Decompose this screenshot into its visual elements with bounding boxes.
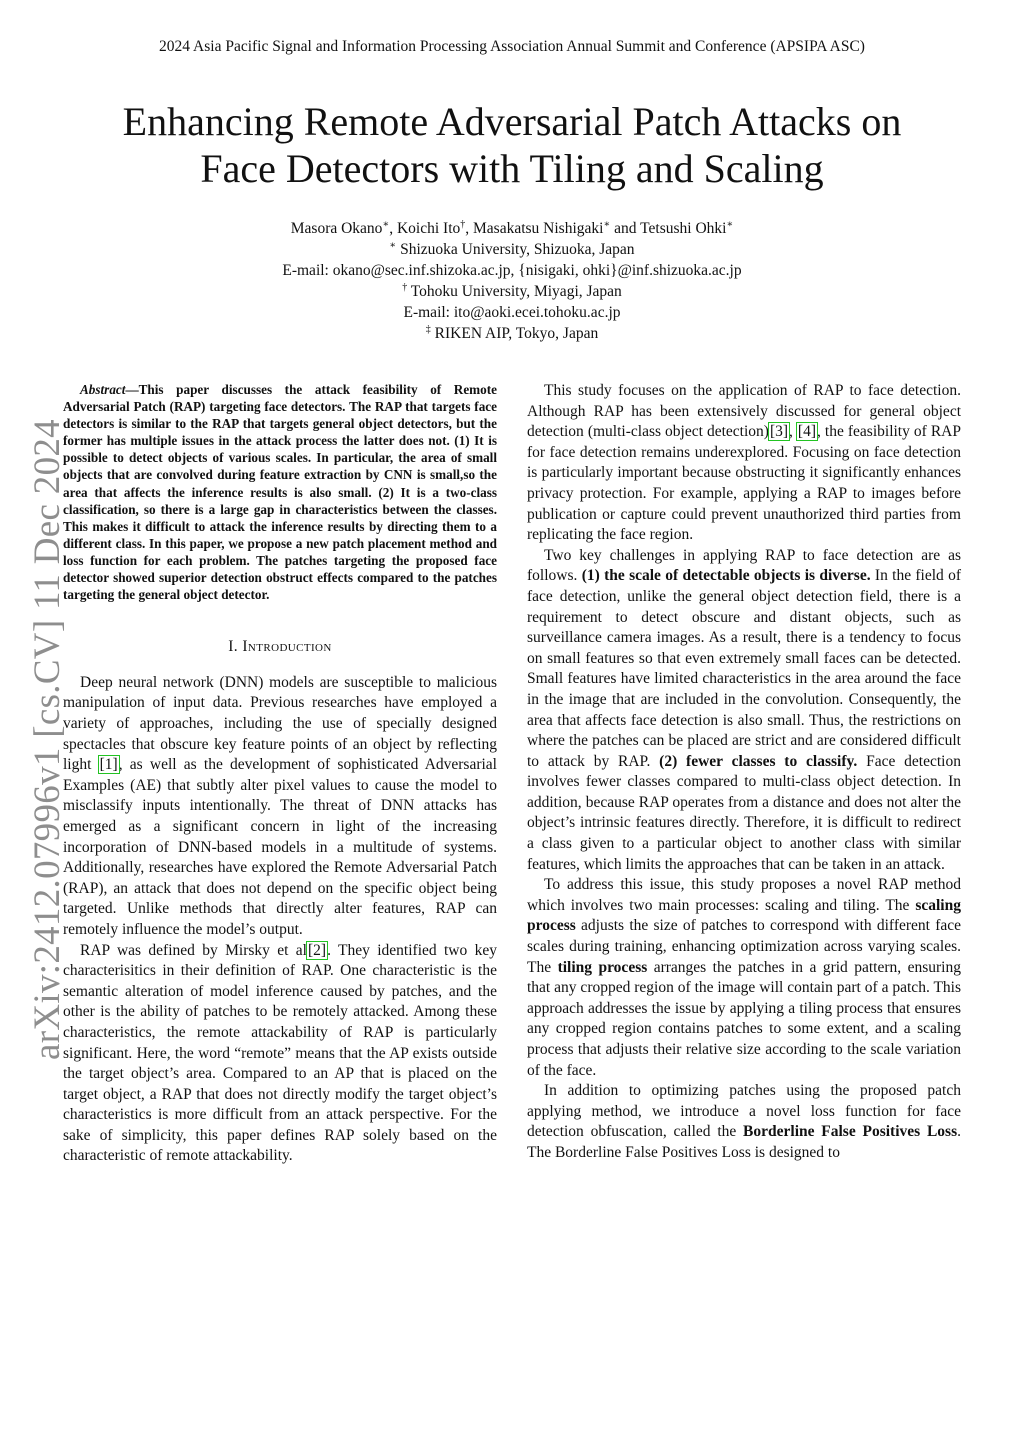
affiliation-line [100,323,924,344]
paragraph-text: , [789,423,797,441]
bold-phrase: scaling process [527,896,961,935]
paragraph-text: arranges the patches in a grid pattern, ensuring that any cropped region of the image will contain part of a patch. This approach addresses the issue by applying a tiling process that ensures any cropped region contains patches to some extent, and a scaling process that adjusts their relative size according to the scale variation of the face. [527,958,961,1079]
affiliation-mark: † [402,281,408,293]
right-column [527,381,961,1164]
citation-link[interactable]: [2] [308,941,327,959]
author-name: Koichi Ito [396,220,461,237]
affiliation-line [100,281,924,302]
arxiv-stamp: arXiv:2412.07996v1 [cs.CV] 11 Dec 2024 [27,419,68,1060]
paragraph [63,941,497,1168]
paragraph-text: Face detection involves fewer classes compared to multi-class object detection. In addition, because RAP operates from a distance and does not alter the object’s intrinsic features directly. Therefore, it is difficult to redirect a class given to a particular object to another class with similar features, which limits the approaches that can be taken in an attack. [527,752,961,873]
paragraph [527,381,961,546]
email-line: E-mail: ito@aoki.ecei.tohoku.ac.jp [403,304,621,321]
author-separator: , [465,220,474,237]
author-name: Masora Okano [290,220,383,237]
author-separator: , [389,220,397,237]
affiliation-text: Tohoku University, Miyagi, Japan [407,283,622,300]
paragraph [527,875,961,1081]
paragraph-text: . They identified two key characterisitics in their definition of RAP. One characteristic is the semantic alteration of model inference caused by patches, and the other is the ability of patches to be remotely attacked. Among these characteristics, the remote attackability of RAP is particularly significant. Here, the word “remote” means that the AP exists outside the target object’s area. Compared to an AP that is placed on the target object, a RAP that does not directly modify the target object’s characteristics is more difficult from an attack perspective. For the sake of simplicity, this paper defines RAP solely based on the characteristic of remote attackability. [63,941,497,1165]
affiliation-mark: † [460,218,466,230]
citation-link[interactable]: [1] [99,756,118,774]
paragraph [63,673,497,941]
bold-phrase: tiling process [557,958,648,976]
citation-link[interactable]: [4] [797,423,816,441]
abstract [63,381,497,603]
title-line-1: Enhancing Remote Adversarial Patch Attacks on [122,99,902,144]
paragraph-text: This study focuses on the application of RAP to face detection. Although RAP has been extensively discussed for general object detection (multi-class object detection) [527,382,961,441]
paragraph-text: In addition to optimizing patches using the proposed patch applying method, we introduce a novel loss function for face detection obfuscation, called the [527,1082,961,1141]
affiliation-mark: ‡ [425,323,431,335]
paragraph-text: , the feasibility of RAP for face detection remains underexplored. Focusing on face detection is particularly important because obstructing it significantly enhances privacy protection. For example, applying a RAP to images before publication or capture could prevent unauthorized third parties from replicating the face region. [527,423,961,544]
affiliation-mark: ∗ [382,218,390,230]
affiliation-mark: ∗ [389,239,397,251]
bold-phrase: (2) fewer classes to classify. [659,752,858,770]
paragraph-text: RAP was defined by Mirsky et al [80,941,307,959]
author-name: Masakatsu Nishigaki [473,220,604,237]
affiliation-line [100,239,924,260]
left-column [63,381,497,1167]
paper-title [60,98,964,192]
affiliation-mark: ∗ [726,218,734,230]
title-line-2: Face Detectors with Tiling and Scaling [200,146,824,191]
paragraph-text: In the field of face detection, unlike the general object detection field, there is a requirement to detect obscure and distant objects, such as surveillance camera images. As a result, there is a tendency to focus on small features so that even extremely small faces can be detected. Small features have limited characteristics in the area around the face in the image that are included in the convolution. Consequently, the area that affects face detection is also small. Thus, the restrictions on where the patches can be placed are strict and are considered difficult to attack by RAP. [527,567,962,770]
affiliation-mark: ∗ [603,218,611,230]
bold-phrase: (1) the scale of detectable objects is diverse. [581,567,871,585]
paragraph-text: Deep neural network (DNN) models are susceptible to malicious manipulation of input data. Previous researches have employed a variety of approaches, including the use of specially designed spectacles that obscure key feature points of an object by reflecting light [63,673,497,774]
paragraph-text: To address this issue, this study proposes a novel RAP method which involves two main processes: scaling and tiling. The [527,876,961,914]
abstract-label: Abstract [80,382,126,397]
author-separator: and [610,220,641,237]
citation-link[interactable]: [3] [769,423,789,441]
bold-phrase: Borderline False Positives Loss [743,1123,958,1141]
affiliation-text: RIKEN AIP, Tokyo, Japan [430,325,599,342]
author-line [100,218,924,239]
affiliation-text: Shizuoka University, Shizuoka, Japan [396,241,635,258]
section-heading-introduction: I. Introduction [228,638,332,656]
email-line: E-mail: okano@sec.inf.shizoka.ac.jp, {nisigaki, ohki}@inf.shizuoka.ac.jp [282,262,742,279]
conference-header: 2024 Asia Pacific Signal and Information Processing Association Annual Summit and Conference (APSIPA ASC) [159,38,865,55]
paragraph-text: . The Borderline False Positives Loss is designed to [527,1123,961,1161]
paragraph [527,546,961,876]
paragraph-text: , as well as the development of sophisticated Adversarial Examples (AE) that subtly alter pixel values to cause the model to misclassify inputs intentionally. The threat of DNN attacks has emerged as a significant concern in light of the increasing incorporation of DNN-based models in a multitude of systems. Additionally, researches have explored the Remote Adversarial Patch (RAP), an attack that does not depend on the specific object being targeted. Unlike methods that directly alter features, RAP can remotely influence the model’s output. [63,756,497,938]
author-name: Tetsushi Ohki [640,220,727,237]
paragraph-text: adjusts the size of patches to correspond with different face scales during training, enhancing optimization across varying scales. The [527,917,961,976]
paragraph [527,1081,961,1163]
paragraph-text: Two key challenges in applying RAP to face detection are as follows. [527,546,961,585]
abstract-text: —This paper discusses the attack feasibility of Remote Adversarial Patch (RAP) targeting face detectors. The RAP that targets face detectors is similar to the RAP that targets general object detectors, but the former has multiple issues in the attack process the latter does not. (1) It is possible to detect objects of various scales. In particular, the area of small objects that are convolved during feature extraction by CNN is small,so the area that affects the inference results is also small. (2) It is a two-class classification, so there is a large gap in characteristics between the classes. This makes it difficult to attack the inference results by directing them to a different class. In this paper, we propose a new patch placement method and loss function for each problem. The patches targeting the proposed face detector showed superior detection obstruct effects compared to the patches targeting the general object detector. [63,382,497,603]
author-block [100,218,924,344]
